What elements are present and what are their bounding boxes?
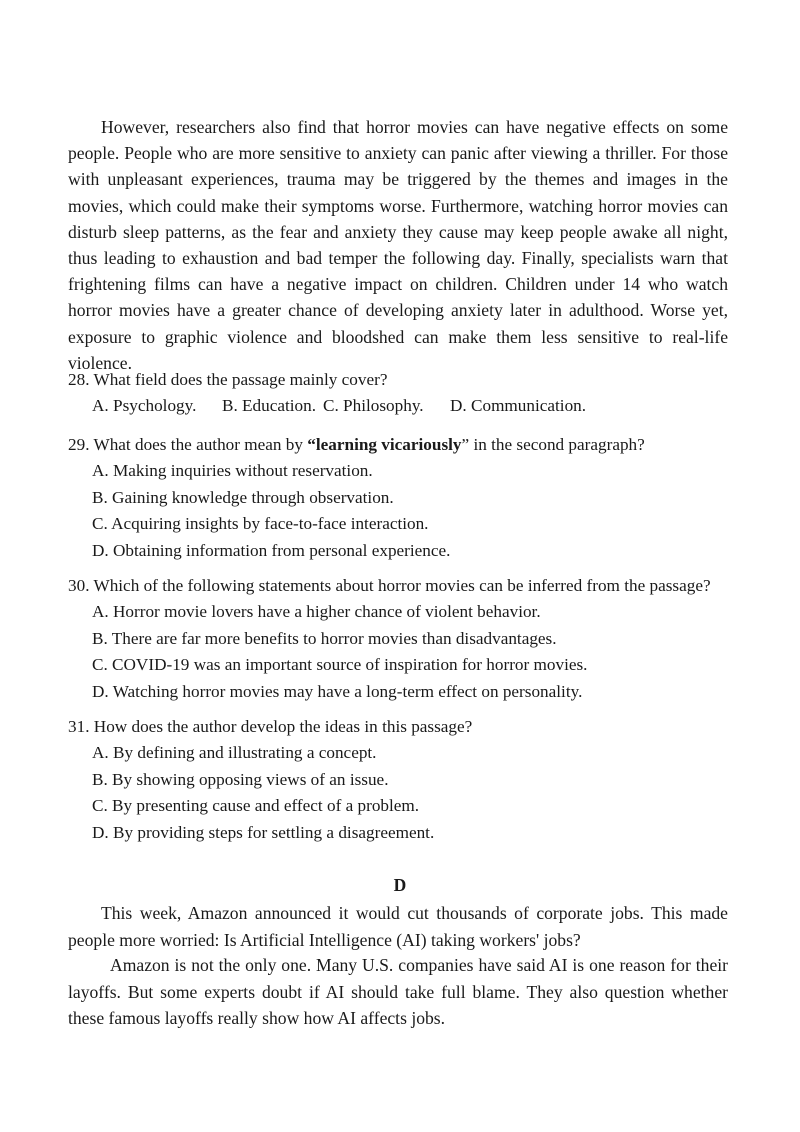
question-31-options — [68, 740, 748, 846]
question-31-option-b: B. By showing opposing views of an issue. — [92, 769, 389, 789]
question-29-stem-after: ” in the second paragraph? — [461, 435, 645, 454]
question-30-stem: 30. Which of the following statements about horror movies can be inferred from the passage? — [68, 576, 711, 595]
question-28-option-b: B. Education. — [222, 396, 317, 415]
passage-d-paragraph-2: Amazon is not the only one. Many U.S. companies have said AI is one reason for their layoffs. But some experts doubt if AI should take full blame. They also question whether these famous layoffs really show how AI affects jobs. — [68, 955, 728, 1028]
question-29-stem-keyword: “learning vicariously — [307, 435, 462, 454]
question-31-option-a: A. By defining and illustrating a concept. — [92, 743, 377, 762]
question-28-option-d: D. Communication. — [450, 396, 587, 415]
question-30-option-b: B. There are far more benefits to horror movies than disadvantages. — [92, 628, 557, 648]
question-29-options — [68, 458, 748, 564]
question-30-option-a: A. Horror movie lovers have a higher chance of violent behavior. — [92, 602, 541, 621]
question-31-option-d: D. By providing steps for settling a disagreement. — [92, 822, 435, 842]
question-31-option-c: C. By presenting cause and effect of a problem. — [92, 796, 420, 815]
question-29-option-b: B. Gaining knowledge through observation. — [92, 487, 394, 507]
question-29-stem — [68, 432, 748, 458]
question-30-options — [68, 599, 748, 705]
question-28-option-c: C. Philosophy. — [323, 396, 424, 415]
section-d-heading: D — [393, 875, 407, 895]
question-29-stem-before: 29. What does the author mean by — [68, 435, 308, 454]
question-28-option-a: A. Psychology. — [92, 396, 197, 415]
question-30-option-c: C. COVID-19 was an important source of inspiration for horror movies. — [92, 655, 588, 674]
question-28-stem: 28. What field does the passage mainly cover? — [68, 370, 388, 389]
question-30 — [68, 573, 748, 705]
question-29-option-a: A. Making inquiries without reservation. — [92, 461, 373, 480]
question-29-option-c: C. Acquiring insights by face-to-face interaction. — [92, 514, 429, 533]
question-29-option-d: D. Obtaining information from personal experience. — [92, 540, 451, 560]
passage-d-paragraph-1: This week, Amazon announced it would cut thousands of corporate jobs. This made people more worried: Is Artificial Intelligence (AI) taking workers' jobs? — [68, 903, 728, 950]
question-30-option-d: D. Watching horror movies may have a long-term effect on personality. — [92, 681, 583, 701]
question-31 — [68, 714, 748, 846]
question-31-stem: 31. How does the author develop the ideas in this passage? — [68, 717, 473, 736]
question-29 — [68, 432, 748, 564]
question-28 — [68, 367, 748, 419]
passage-c-paragraph: However, researchers also find that horror movies can have negative effects on some people. People who are more sensitive to anxiety can panic after viewing a thriller. For those with unpleasant experiences, trauma may be triggered by the themes and images in the movies, which could make their symptoms worse. Furthermore, watching horror movies can disturb sleep patterns, as the fear and anxiety they cause may keep people awake all night, thus leading to exhaustion and bad temper the following day. Finally, specialists warn that frightening films can have a negative impact on children. Children under 14 who watch horror movies have a greater chance of developing anxiety later in adulthood. Worse yet, exposure to graphic violence and bloodshed can make them less sensitive to real-life violence. — [68, 117, 728, 373]
question-28-options — [68, 393, 748, 419]
